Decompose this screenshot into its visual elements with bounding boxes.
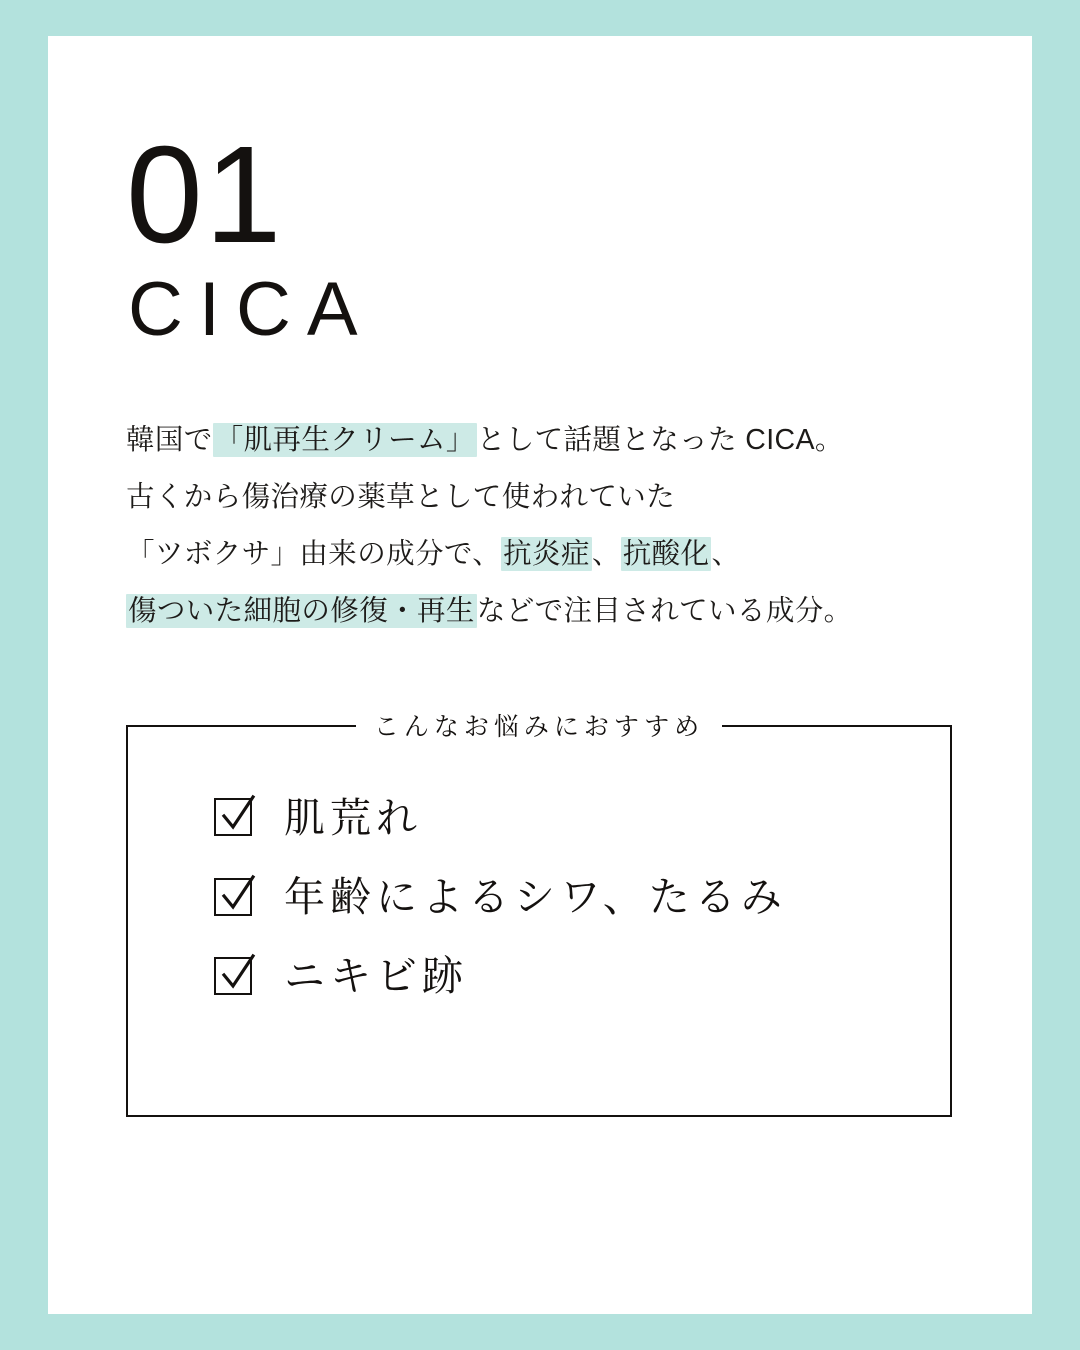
description-line bbox=[126, 469, 966, 526]
description-line bbox=[126, 412, 966, 469]
recommend-box bbox=[126, 712, 952, 1117]
description-block bbox=[126, 412, 966, 640]
page-title: CICA bbox=[128, 267, 374, 352]
description-segment: 、 bbox=[591, 537, 621, 570]
description-segment: などで注目されている成分。 bbox=[476, 594, 853, 627]
recommend-box-legend-row bbox=[126, 712, 952, 741]
description-segment-highlight: 傷ついた細胞の修復・再生 bbox=[128, 594, 475, 627]
description-segment-highlight: 抗酸化 bbox=[622, 537, 710, 570]
list-item-label: 年齢によるシワ、たるみ bbox=[284, 874, 787, 921]
description-segment: 「ツボクサ」由来の成分で、 bbox=[126, 537, 502, 570]
recommend-box-legend: こんなお悩みにおすすめ bbox=[356, 707, 722, 743]
list-item bbox=[214, 872, 950, 923]
checkbox-checked-icon bbox=[214, 878, 254, 918]
list-item-label: ニキビ跡 bbox=[284, 953, 468, 1000]
section-number: 01 bbox=[126, 118, 284, 272]
description-segment: 韓国で bbox=[126, 423, 213, 456]
description-segment-highlight: 「肌再生クリーム」 bbox=[214, 423, 475, 456]
recommend-box-body bbox=[126, 725, 952, 1117]
description-line bbox=[126, 583, 966, 640]
description-segment: として話題となった CICA。 bbox=[476, 423, 844, 456]
content-card bbox=[48, 36, 1032, 1314]
list-item bbox=[214, 951, 950, 1002]
content-area bbox=[126, 118, 966, 1117]
list-item-label: 肌荒れ bbox=[284, 794, 422, 841]
checkbox-checked-icon bbox=[214, 957, 254, 997]
checkbox-checked-icon bbox=[214, 798, 254, 838]
description-segment-highlight: 抗炎症 bbox=[503, 537, 590, 570]
description-line bbox=[126, 526, 966, 583]
list-item bbox=[214, 793, 950, 844]
description-segment: 古くから傷治療の薬草として使われていた bbox=[126, 480, 676, 513]
description-segment: 、 bbox=[711, 537, 741, 570]
